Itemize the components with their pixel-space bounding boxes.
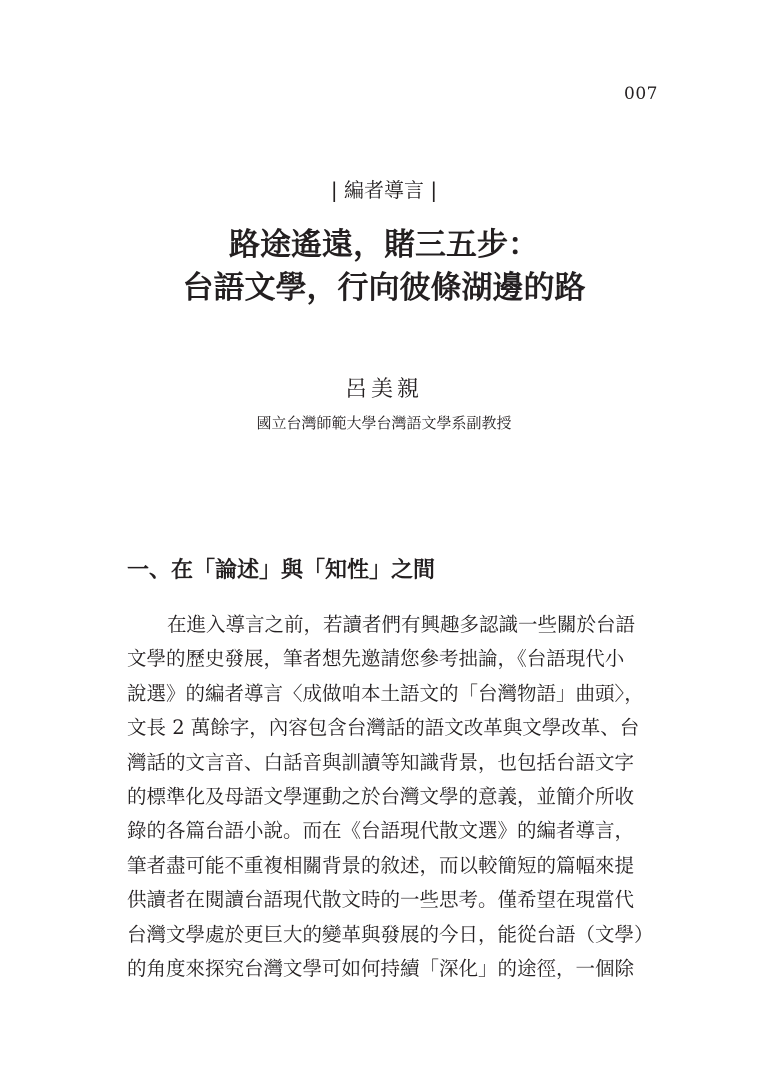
body-line: 台灣文學處於更巨大的變革與發展的今日，能從台語（文學） <box>127 922 654 946</box>
body-line: 錄的各篇台語小說。而在《台語現代散文選》的編者導言， <box>127 819 635 843</box>
author-affiliation: 國立台灣師範大學台灣語文學系副教授 <box>256 414 512 432</box>
body-line: 文學的歷史發展，筆者想先邀請您參考拙論，《台語現代小 <box>127 647 625 671</box>
page-title <box>0 224 768 310</box>
body-line: 灣話的文言音、白話音與訓讀等知識背景，也包括台語文字 <box>127 750 635 774</box>
body-line: 說選》的編者導言〈成做咱本土語文的「台灣物語」曲頭〉， <box>127 681 644 705</box>
title-line: 台語文學，行向彼條湖邊的路 <box>182 270 586 306</box>
body-line: 的角度來探究台灣文學可如何持續「深化」的途徑，一個除 <box>127 956 635 980</box>
section-heading: 一、在「論述」與「知性」之間 <box>127 557 436 583</box>
section-label: | 編者導言 | <box>330 178 438 202</box>
body-line: 在進入導言之前，若讀者們有興趣多認識一些關於台語 <box>167 613 636 636</box>
body-line: 文長 2 萬餘字，內容包含台灣話的語文改革與文學改革、台 <box>127 716 640 740</box>
body-line: 的標準化及母語文學運動之於台灣文學的意義，並簡介所收 <box>127 784 635 808</box>
page-number: 007 <box>624 84 658 104</box>
body-paragraph <box>127 608 663 986</box>
body-line: 筆者盡可能不重複相關背景的敘述，而以較簡短的篇幅來提 <box>127 853 635 877</box>
author-name: 呂美親 <box>344 377 423 402</box>
body-line: 供讀者在閱讀台語現代散文時的一些思考。僅希望在現當代 <box>127 888 635 912</box>
title-line: 路途遙遠，賭三五步： <box>229 227 539 263</box>
